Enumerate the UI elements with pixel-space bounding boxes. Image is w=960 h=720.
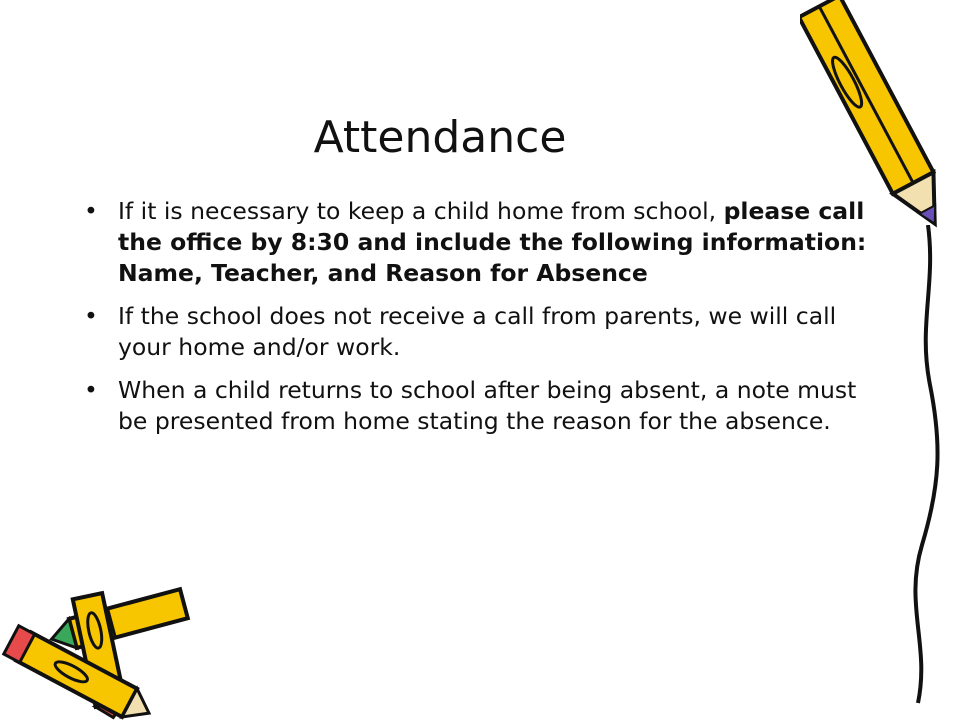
bullet-1-text: If it is necessary to keep a child home from school, [118, 197, 724, 225]
bullet-3-text: When a child returns to school after being absent, a note must be presented from home stating the reason for the absence. [118, 376, 857, 435]
crayons-icon [0, 575, 200, 720]
bullet-list [80, 196, 880, 449]
bullet-item-3 [80, 375, 880, 437]
slide-title: Attendance [313, 112, 567, 163]
bullet-dot-icon: • [84, 302, 98, 330]
bullet-item-2 [80, 301, 880, 363]
bullet-dot-icon: • [84, 197, 98, 225]
squiggle-line-icon [900, 225, 950, 705]
bullet-item-1 [80, 196, 880, 289]
pencil-icon [800, 0, 960, 235]
bullet-2-text: If the school does not receive a call from parents, we will call your home and/or work. [118, 302, 837, 361]
bullet-1-bold-text: please call the office by 8:30 and include the following information: Name, Teacher, and Reason for Absence [118, 197, 867, 287]
bullet-dot-icon: • [84, 376, 98, 404]
